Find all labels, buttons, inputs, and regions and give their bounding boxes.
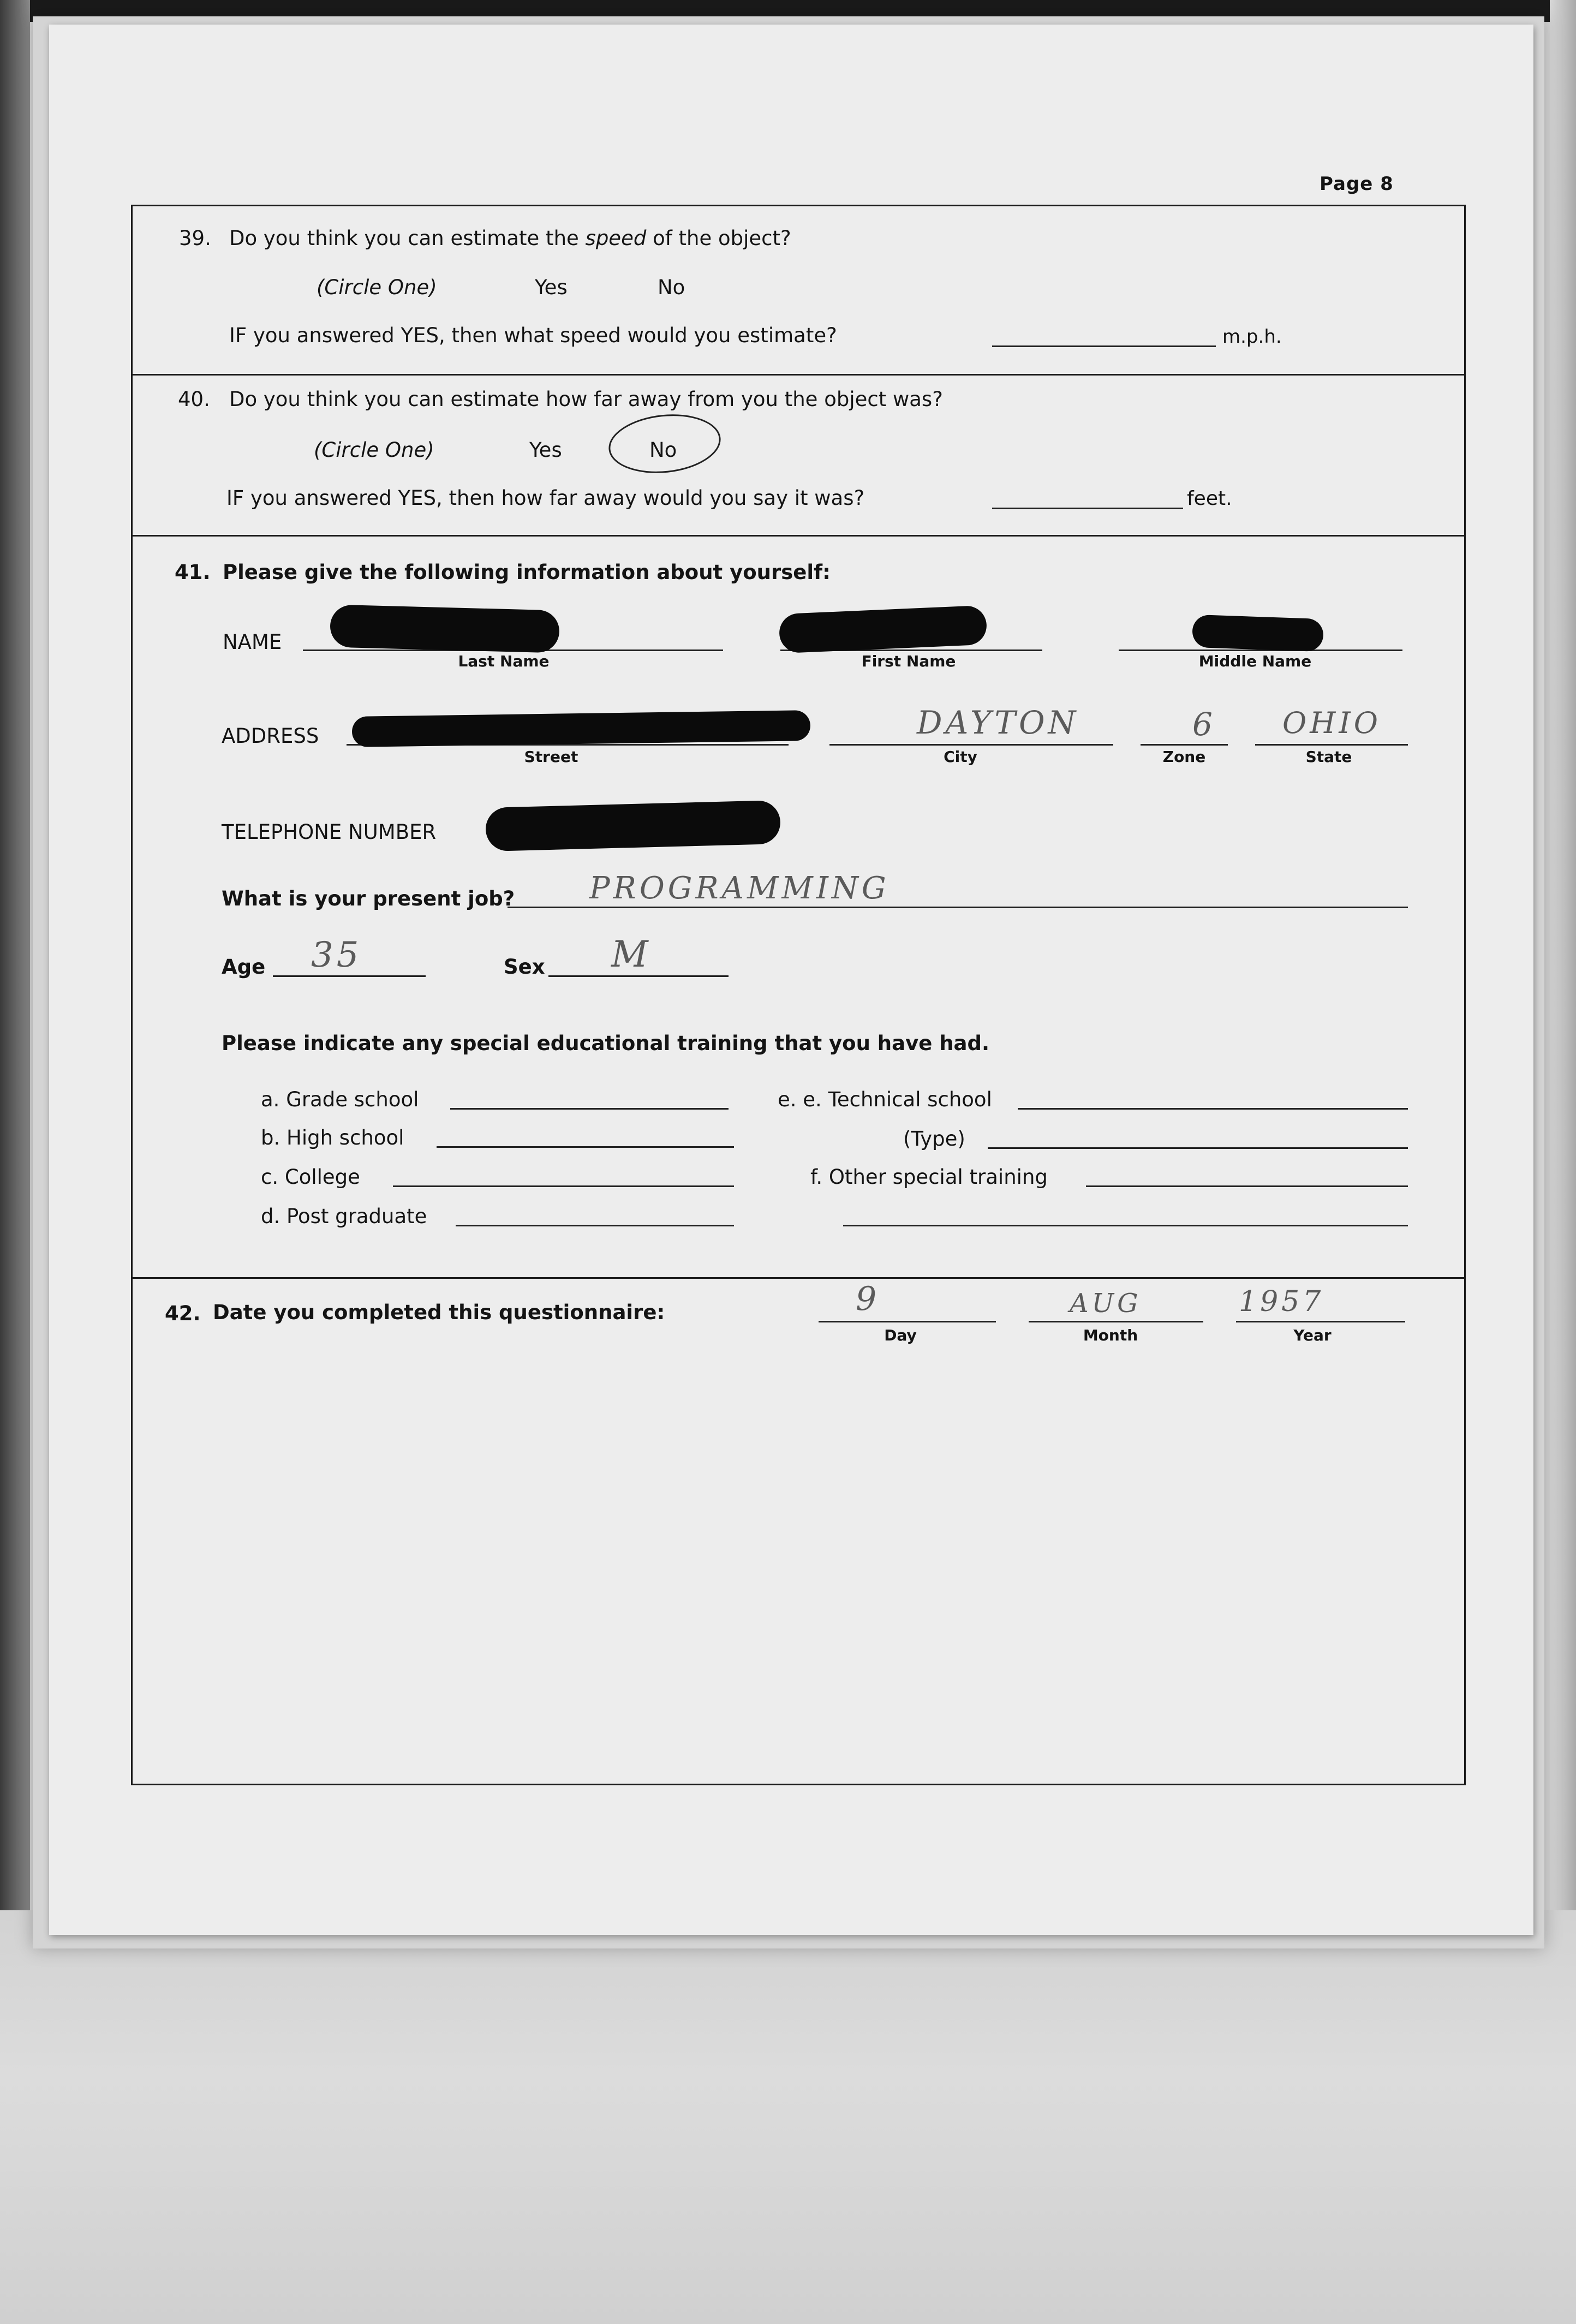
telephone-label: TELEPHONE NUMBER: [222, 820, 437, 844]
redaction-middle-name: [1192, 615, 1324, 652]
film-background-bottom: [0, 1910, 1576, 2324]
question-39-number: 39.: [179, 227, 211, 250]
day-line[interactable]: [819, 1321, 996, 1322]
city-value: DAYTON: [917, 704, 1079, 741]
speed-unit: m.p.h.: [1222, 326, 1282, 348]
technical-school-line[interactable]: [1018, 1108, 1408, 1110]
address-label: ADDRESS: [222, 724, 319, 748]
circle-one-hint: (Circle One): [317, 276, 437, 299]
city-caption: City: [944, 748, 977, 766]
training-type: (Type): [903, 1127, 965, 1151]
question-39-text: Do you think you can estimate the speed of the object?: [229, 227, 791, 250]
training-high-school: b. High school: [261, 1126, 404, 1149]
divider-40-41: [131, 535, 1466, 537]
redaction-street: [352, 710, 811, 747]
first-name-caption: First Name: [861, 652, 956, 670]
distance-answer-line[interactable]: [992, 508, 1183, 509]
city-line[interactable]: [829, 744, 1113, 746]
page-number: Page 8: [1320, 173, 1394, 195]
type-line[interactable]: [988, 1147, 1408, 1149]
training-other: f. Other special training: [810, 1165, 1048, 1189]
middle-name-caption: Middle Name: [1198, 652, 1312, 670]
sex-label: Sex: [504, 955, 545, 979]
grade-school-line[interactable]: [450, 1108, 729, 1110]
high-school-line[interactable]: [437, 1146, 734, 1148]
distance-unit: feet.: [1187, 487, 1232, 510]
option-yes[interactable]: Yes: [535, 276, 568, 299]
year-caption: Year: [1293, 1326, 1332, 1344]
year-line[interactable]: [1236, 1321, 1405, 1322]
name-label: NAME: [223, 630, 282, 654]
age-value: 35: [311, 935, 362, 975]
training-post-graduate: d. Post graduate: [261, 1205, 427, 1228]
zone-caption: Zone: [1162, 748, 1206, 766]
training-college: c. College: [261, 1165, 360, 1189]
training-technical-school: e. e. Technical school: [778, 1088, 992, 1111]
training-grade-school: a. Grade school: [261, 1088, 419, 1111]
last-name-caption: Last Name: [458, 652, 550, 670]
other-training-line-2[interactable]: [843, 1225, 1408, 1226]
divider-41-42: [131, 1277, 1466, 1279]
option-no[interactable]: No: [649, 438, 677, 462]
sex-value: M: [611, 933, 652, 975]
distance-followup: IF you answered YES, then how far away would you say it was?: [226, 486, 865, 510]
speed-followup: IF you answered YES, then what speed would you estimate?: [229, 324, 837, 347]
redaction-telephone: [485, 800, 781, 851]
job-line[interactable]: [508, 907, 1408, 908]
other-training-line[interactable]: [1086, 1185, 1408, 1187]
day-value: 9: [856, 1280, 880, 1318]
month-caption: Month: [1083, 1326, 1138, 1344]
film-edge-left: [0, 0, 30, 1943]
divider-39-40: [131, 374, 1466, 376]
age-line[interactable]: [273, 975, 426, 977]
college-line[interactable]: [393, 1185, 734, 1187]
job-value: PROGRAMMING: [589, 871, 890, 906]
speed-answer-line[interactable]: [992, 345, 1216, 347]
zone-value: 6: [1192, 706, 1216, 743]
middle-name-line[interactable]: [1119, 649, 1402, 651]
question-42-number: 42.: [165, 1302, 201, 1325]
film-edge-right: [1550, 0, 1576, 1943]
job-label: What is your present job?: [222, 887, 515, 910]
month-line[interactable]: [1029, 1321, 1203, 1322]
question-41-text: Please give the following information about yourself:: [223, 561, 831, 584]
circle-one-hint: (Circle One): [314, 438, 434, 462]
questionnaire-page: [49, 25, 1533, 1935]
month-value: AUG: [1070, 1288, 1142, 1319]
year-value: 1957: [1239, 1285, 1324, 1318]
redaction-last-name: [330, 605, 560, 653]
question-40-text: Do you think you can estimate how far away from you the object was?: [229, 388, 943, 411]
post-graduate-line[interactable]: [456, 1225, 734, 1226]
question-42-text: Date you completed this questionnaire:: [213, 1301, 665, 1324]
training-prompt: Please indicate any special educational training that you have had.: [222, 1032, 990, 1055]
question-41-number: 41.: [175, 561, 211, 584]
state-line[interactable]: [1255, 744, 1408, 746]
sex-line[interactable]: [548, 975, 729, 977]
state-caption: State: [1305, 748, 1352, 766]
zone-line[interactable]: [1141, 744, 1228, 746]
option-no[interactable]: No: [658, 276, 685, 299]
question-40-number: 40.: [178, 388, 210, 411]
age-label: Age: [222, 955, 266, 979]
day-caption: Day: [884, 1326, 917, 1344]
option-yes[interactable]: Yes: [529, 438, 562, 462]
state-value: OHIO: [1282, 706, 1381, 740]
street-caption: Street: [524, 748, 578, 766]
